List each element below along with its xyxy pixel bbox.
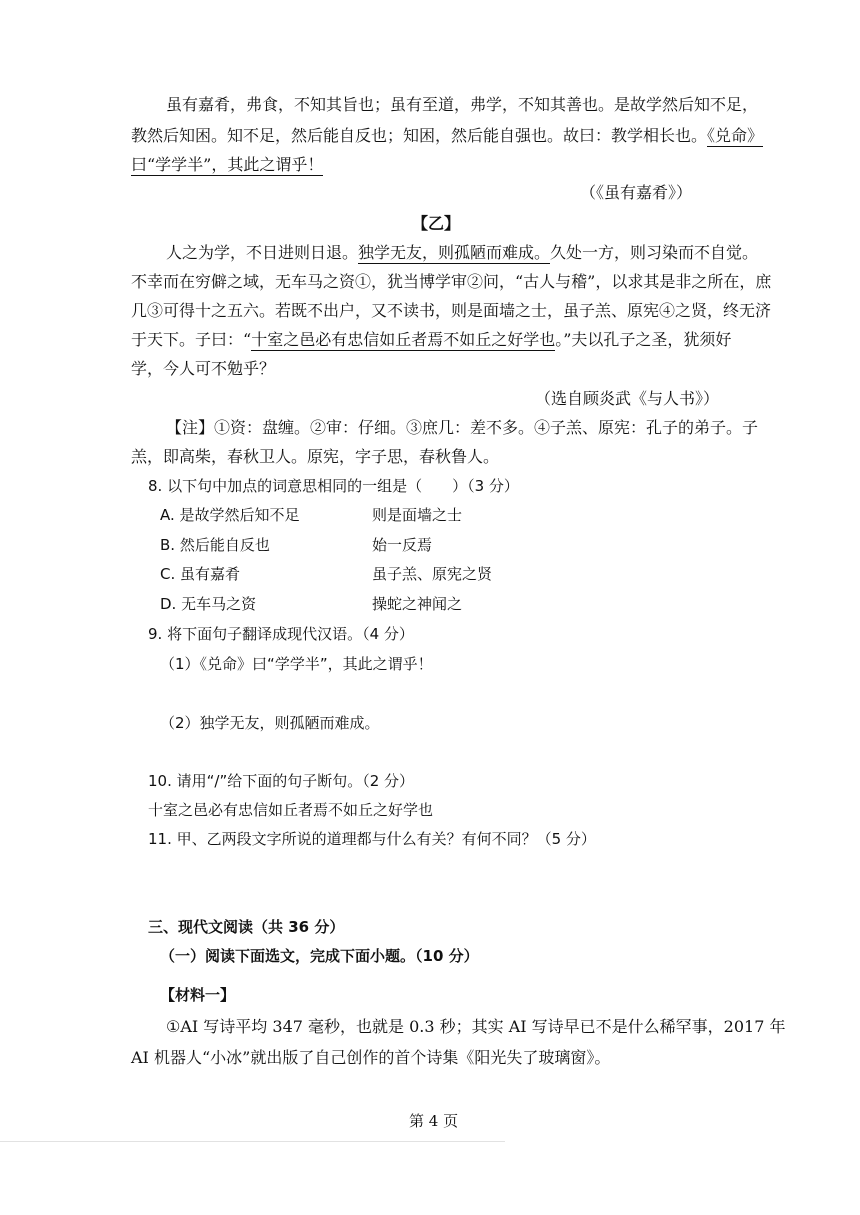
material-1-line-2: AI 机器人“小冰”就出版了自己创作的首个诗集《阳光失了玻璃窗》。 [131,1048,611,1067]
jia-source: （《虽有嘉肴》） [580,183,693,202]
q10-stem: 10. 请用“/”给下面的句子断句。（2 分） [148,772,415,790]
footer-divider [0,1141,505,1142]
yi-line-4 [131,330,731,350]
material-1-line-1: ①AI 写诗平均 347 毫秒，也就是 0.3 秒；其实 AI 写诗早已不是什么稀罕事，2017 年 [166,1017,786,1036]
jia-line-1: 虽有嘉肴，弗食，不知其旨也；虽有至道，弗学，不知其善也。是故学然后知不足， [166,95,759,114]
q8-option-a-left: A. 是故学然后知不足 [160,506,300,524]
section-3-title: 三、现代文阅读（共 36 分） [148,918,345,936]
q8-option-d-left: D. 无车马之资 [160,595,257,613]
yi-line-1a: 人之为学，不日进则日退。 [166,243,359,262]
q8-stem: 8. 以下句中加点的词意思相同的一组是（ ）（3 分） [148,477,519,495]
q8-option-b-right: 始一反焉 [372,536,433,554]
q10-sentence: 十室之邑必有忠信如丘者焉不如丘之好学也 [148,801,434,819]
jia-underlined-start: 《兑命》 [707,126,764,145]
q9-stem: 9. 将下面句子翻译成现代汉语。（4 分） [148,625,414,643]
page-number: 第 4 页 [409,1112,459,1130]
yi-line-2: 不幸而在穷僻之域，无车马之资①，犹当博学审②问，“古人与稽”，以求其是非之所在，庶 [131,272,772,291]
jia-line-2-text: 教然后知困。知不足，然后能自反也；知困，然后能自强也。故曰：教学相长也。 [131,126,708,145]
q8-option-c-right: 虽子羔、原宪之贤 [372,565,493,583]
q11-stem: 11. 甲、乙两段文字所说的道理都与什么有关？有何不同？（5 分） [148,830,596,848]
jia-underlined-end: 曰“学学半”，其此之谓乎！ [131,155,324,174]
yi-line-5: 学，今人可不勉乎？ [131,359,276,378]
yi-line-1 [166,243,758,263]
q8-option-b-left: B. 然后能自反也 [160,536,270,554]
yi-source: （选自顾炎武《与人书》） [535,389,720,408]
q9-item-2: （2）独学无友，则孤陋而难成。 [160,714,380,732]
notes-line-1: 【注】①资：盘缠。②审：仔细。③庶几：差不多。④子羔、原宪：孔子的弟子。子 [166,418,759,437]
notes-line-2: 羔，即高柴，春秋卫人。原宪，字子思，春秋鲁人。 [131,447,500,466]
yi-underlined-quote: 十室之邑必有忠信如丘者焉不如丘之好学也 [251,330,556,349]
yi-line-1c: 久处一方，则习染而不自觉。 [550,243,759,262]
jia-line-2 [131,126,763,146]
yi-line-3: 几③可得十之五六。若既不出户，又不读书，则是面墙之士，虽子羔、原宪④之贤，终无济 [131,301,772,320]
material-1-label: 【材料一】 [160,986,236,1004]
q8-option-d-right: 操蛇之神闻之 [372,595,463,613]
yi-line-4a: 于天下。子曰：“ [131,330,252,349]
jia-line-3 [131,155,323,175]
yi-line-4c: 。”夫以孔子之圣，犹须好 [555,330,732,349]
yi-underlined-sentence: 独学无友，则孤陋而难成。 [358,243,551,262]
q9-item-1: （1）《兑命》曰“学学半”，其此之谓乎！ [160,655,433,673]
yi-heading: 【乙】 [412,214,461,233]
section-3-sub-1: （一）阅读下面选文，完成下面小题。（10 分） [160,947,479,965]
q8-option-c-left: C. 虽有嘉肴 [160,565,241,583]
q8-option-a-right: 则是面墙之士 [372,506,463,524]
